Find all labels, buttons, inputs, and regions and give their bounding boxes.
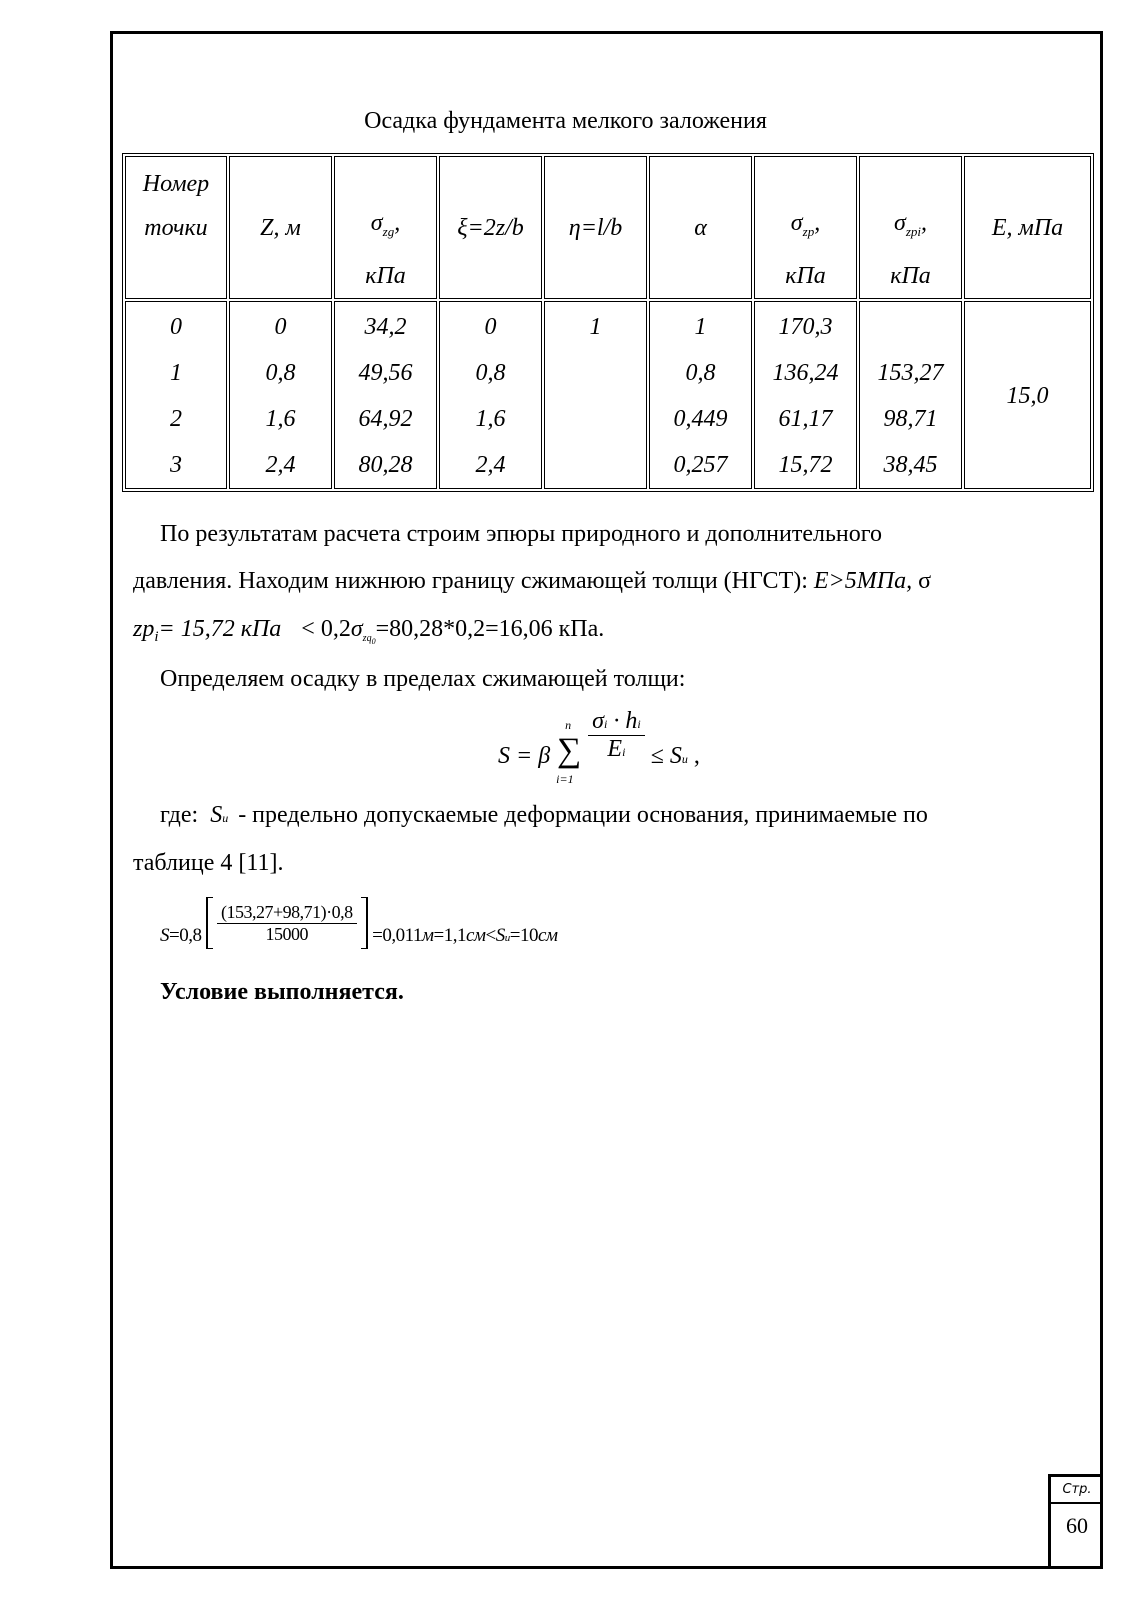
col-point: 0 1 2 3 bbox=[125, 301, 227, 489]
paragraph-1-line-1: По результатам расчета строим эпюры природного и дополнительного bbox=[160, 521, 882, 547]
calculation-formula: S=0,8 $\frac{(153,27+98,71)\cdot 0,8}{15000}$ =0,011м=1,1см<Su=10см bbox=[160, 897, 558, 957]
sigma-zq0-symbol: $\sigma_{zq_0}$ bbox=[350, 616, 376, 646]
col-szp: 170,3 136,24 61,17 15,72 bbox=[754, 301, 857, 489]
col-szg: 34,2 49,56 64,92 80,28 bbox=[334, 301, 437, 489]
header-szp: $\sigma_{zp}$, кПа bbox=[754, 156, 857, 299]
header-z: Z, м bbox=[229, 156, 332, 299]
col-alpha: 1 0,8 0,449 0,257 bbox=[649, 301, 752, 489]
page-label: Стр. bbox=[1051, 1477, 1103, 1504]
settlement-table bbox=[122, 153, 1094, 492]
settlement-formula: S = β n ∑ i=1 $\frac{\sigma i \cdot hi}{Ei}$ ≤ Su , bbox=[498, 708, 700, 787]
header-szg: $\sigma_{zg}$, кПа bbox=[334, 156, 437, 299]
table-body-row bbox=[125, 301, 1091, 489]
paragraph-3-line-1: где: Su - предельно допускаемые деформации основания, принимаемые по bbox=[160, 802, 928, 828]
header-xi: ξ=2z/b bbox=[439, 156, 542, 299]
header-alpha: α bbox=[649, 156, 752, 299]
col-z: 0 0,8 1,6 2,4 bbox=[229, 301, 332, 489]
conclusion: Условие выполняется. bbox=[160, 979, 404, 1005]
paragraph-2: Определяем осадку в пределах сжимающей толщи: bbox=[160, 666, 686, 692]
page-number: 60 bbox=[1066, 1513, 1088, 1538]
header-szpi: $\sigma_{zpi}$, кПа bbox=[859, 156, 962, 299]
col-szpi: 153,27 98,71 38,45 bbox=[859, 301, 962, 489]
header-eta: η=l/b bbox=[544, 156, 647, 299]
table-header-row bbox=[125, 156, 1091, 299]
col-eta: 1 bbox=[544, 301, 647, 489]
col-e: 15,0 bbox=[964, 301, 1091, 489]
paragraph-1-line-3: $zp_i= 15,72$ кПа < $0,2\sigma_{zq_0}=80,28*0,2=16,06$ кПа. bbox=[133, 616, 605, 646]
col-xi: 0 0,8 1,6 2,4 bbox=[439, 301, 542, 489]
su-symbol: Su bbox=[210, 802, 229, 828]
header-e: E, мПа bbox=[964, 156, 1091, 299]
paragraph-3-line-2: таблице 4 [11]. bbox=[133, 850, 284, 876]
header-point: Номер точки bbox=[125, 156, 227, 299]
paragraph-1-line-2: давления. Находим нижнюю границу сжимающей толщи (НГСТ): E>5МПа, σ bbox=[133, 568, 932, 594]
page-number-stamp bbox=[1048, 1474, 1103, 1569]
table-title: Осадка фундамента мелкого заложения bbox=[364, 108, 767, 134]
